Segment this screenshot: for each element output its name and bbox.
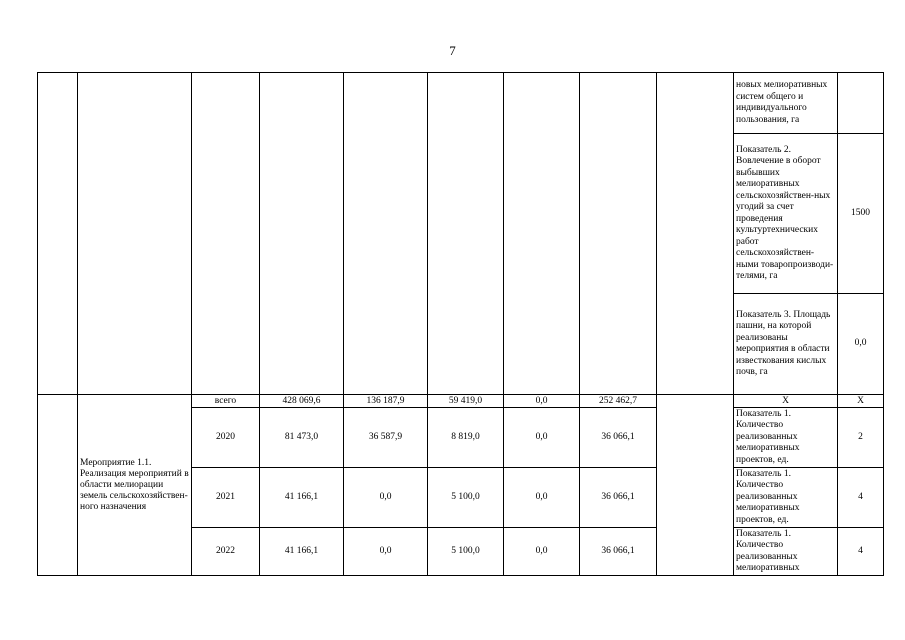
cell-executor (657, 73, 734, 395)
table-row (38, 395, 884, 408)
indicator-text: Х (734, 395, 838, 408)
cell-period: 2022 (192, 528, 260, 576)
cell-source-3 (504, 73, 580, 395)
cell-source-2: 5 100,0 (428, 528, 504, 576)
indicator-text: новых мелиоративных систем общего и индивидуального пользования, га (734, 73, 838, 134)
program-table (37, 72, 884, 576)
cell-source-2: 5 100,0 (428, 468, 504, 528)
cell-period: 2021 (192, 468, 260, 528)
cell-total: 41 166,1 (260, 468, 344, 528)
measure-name: Мероприятие 1.1. Реализация мероприятий в области мелиорации земель сельскохозяйствен-ного назначения (78, 395, 192, 576)
cell-source-3: 0,0 (504, 468, 580, 528)
indicator-value: 1500 (838, 134, 884, 294)
cell-source-1: 0,0 (344, 468, 428, 528)
indicator-value: 2 (838, 408, 884, 468)
indicator-text: Показатель 1. Количество реализованных мелиоративных проектов, ед. (734, 468, 838, 528)
indicator-value: Х (838, 395, 884, 408)
cell-source-1: 36 587,9 (344, 408, 428, 468)
cell-source-4: 36 066,1 (580, 408, 657, 468)
page-number: 7 (449, 43, 456, 58)
cell-period: 2020 (192, 408, 260, 468)
indicator-value: 4 (838, 468, 884, 528)
cell-source-3: 0,0 (504, 395, 580, 408)
cell-number (38, 395, 78, 576)
cell-period: всего (192, 395, 260, 408)
cell-source-1: 0,0 (344, 528, 428, 576)
cell-source-2: 59 419,0 (428, 395, 504, 408)
cell-source-3: 0,0 (504, 528, 580, 576)
indicator-value: 0,0 (838, 294, 884, 395)
cell-source-1 (344, 73, 428, 395)
cell-total: 81 473,0 (260, 408, 344, 468)
cell-name (78, 73, 192, 395)
indicator-text: Показатель 2. Вовлечение в оборот выбывших мелиоративных сельскохозяйствен-ных угодий за счет проведения культуртехнических работ сельскохозяйствен-ными товаропроизводи-телями, га (734, 134, 838, 294)
cell-period (192, 73, 260, 395)
cell-total: 428 069,6 (260, 395, 344, 408)
cell-total (260, 73, 344, 395)
cell-source-2: 8 819,0 (428, 408, 504, 468)
cell-total: 41 166,1 (260, 528, 344, 576)
cell-source-1: 136 187,9 (344, 395, 428, 408)
cell-source-4: 36 066,1 (580, 468, 657, 528)
cell-source-2 (428, 73, 504, 395)
cell-source-3: 0,0 (504, 408, 580, 468)
indicator-text: Показатель 1. Количество реализованных мелиоративных проектов, ед. (734, 408, 838, 468)
indicator-value: 4 (838, 528, 884, 576)
indicator-value (838, 73, 884, 134)
indicator-text: Показатель 3. Площадь пашни, на которой реализованы мероприятия в области известкования кислых почв, га (734, 294, 838, 395)
cell-source-4: 252 462,7 (580, 395, 657, 408)
cell-executor (657, 395, 734, 576)
cell-source-4 (580, 73, 657, 395)
cell-number (38, 73, 78, 395)
table-row (38, 73, 884, 134)
indicator-text: Показатель 1. Количество реализованных мелиоративных (734, 528, 838, 576)
cell-source-4: 36 066,1 (580, 528, 657, 576)
